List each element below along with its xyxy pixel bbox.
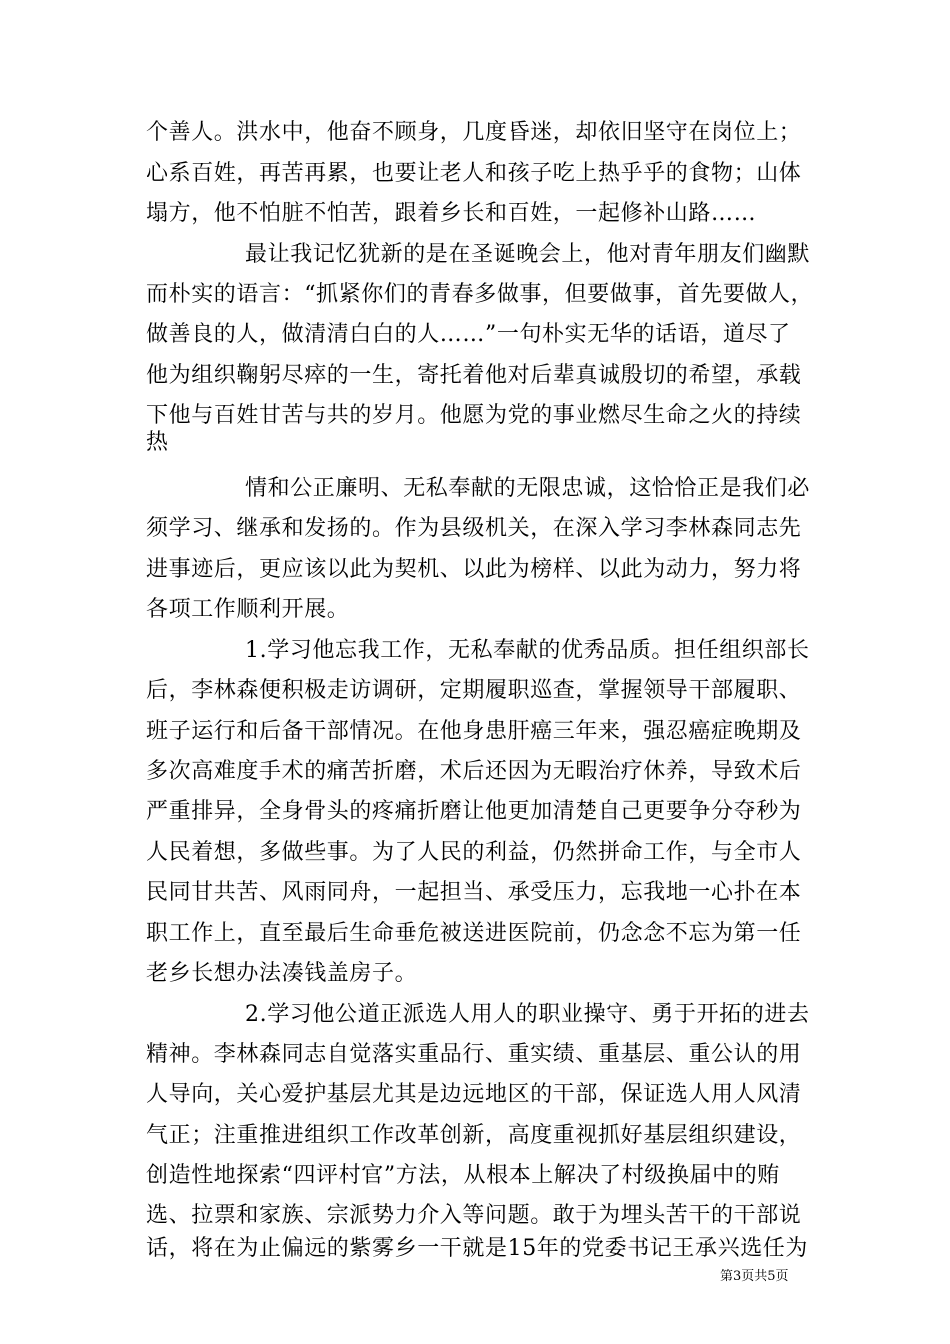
text-line: 民同甘共苦、风雨同舟，一起担当、承受压力，忘我地一心扑在本 (146, 880, 802, 905)
text-line: 进事迹后，更应该以此为契机、以此为榜样、以此为动力，努力将 (146, 557, 802, 582)
text-line: 须学习、继承和发扬的。作为县级机关，在深入学习李林森同志先 (146, 516, 802, 541)
text-line: 创造性地探索“四评村官”方法，从根本上解决了村级换届中的贿 (146, 1163, 780, 1188)
text-line: 情和公正廉明、无私奉献的无限忠诚，这恰恰正是我们必 (245, 476, 811, 501)
page-number-footer: 第3页共5页 (720, 1269, 789, 1284)
text-line: 后，李林森便积极走访调研，定期履职巡查，掌握领导干部履职、 (146, 678, 802, 703)
text-line: 热 (146, 430, 169, 455)
text-line: 最让我记忆犹新的是在圣诞晚会上，他对青年朋友们幽默 (245, 242, 811, 267)
text-line: 班子运行和后备干部情况。在他身患肝癌三年来，强忍癌症晚期及 (146, 719, 802, 744)
text-line: 气正；注重推进组织工作改革创新，高度重视抓好基层组织建设， (146, 1123, 802, 1148)
text-line: 话，将在为止偏远的紫雾乡一干就是15年的党委书记王承兴选任为 (146, 1236, 808, 1261)
text-line: 而朴实的语言：“抓紧你们的青春多做事，但要做事，首先要做人， (146, 282, 814, 307)
text-line: 精神。李林森同志自觉落实重品行、重实绩、重基层、重公认的用 (146, 1042, 802, 1067)
text-line: 个善人。洪水中，他奋不顾身，几度昏迷，却依旧坚守在岗位上； (146, 120, 802, 145)
text-line: 下他与百姓甘苦与共的岁月。他愿为党的事业燃尽生命之火的持续 (146, 403, 802, 428)
text-line: 人民着想，多做些事。为了人民的利益，仍然拼命工作，与全市人 (146, 840, 802, 865)
text-line: 职工作上，直至最后生命垂危被送进医院前，仍念念不忘为第一任 (146, 921, 802, 946)
text-line: 多次高难度手术的痛苦折磨，术后还因为无暇治疗休养，导致术后 (146, 759, 802, 784)
text-line: 做善良的人，做清清白白的人……”一句朴实无华的话语，道尽了 (146, 322, 791, 347)
text-line: 他为组织鞠躬尽瘁的一生，寄托着他对后辈真诚殷切的希望，承载 (146, 363, 802, 388)
text-line: 1.学习他忘我工作，无私奉献的优秀品质。担任组织部长 (245, 638, 810, 663)
text-line: 严重排异，全身骨头的疼痛折磨让他更加清楚自己更要争分夺秒为 (146, 799, 802, 824)
text-line: 2.学习他公道正派选人用人的职业操守、勇于开拓的进去 (245, 1002, 810, 1027)
text-line: 心系百姓，再苦再累，也要让老人和孩子吃上热乎乎的食物；山体 (146, 161, 802, 186)
text-line: 人导向，关心爱护基层尤其是边远地区的干部，保证选人用人风清 (146, 1082, 802, 1107)
text-line: 选、拉票和家族、宗派势力介入等问题。敢于为埋头苦干的干部说 (146, 1203, 802, 1228)
text-line: 老乡长想办法凑钱盖房子。 (146, 961, 418, 986)
text-line: 各项工作顺利开展。 (146, 597, 350, 622)
text-line: 塌方，他不怕脏不怕苦，跟着乡长和百姓，一起修补山路…… (146, 201, 757, 226)
